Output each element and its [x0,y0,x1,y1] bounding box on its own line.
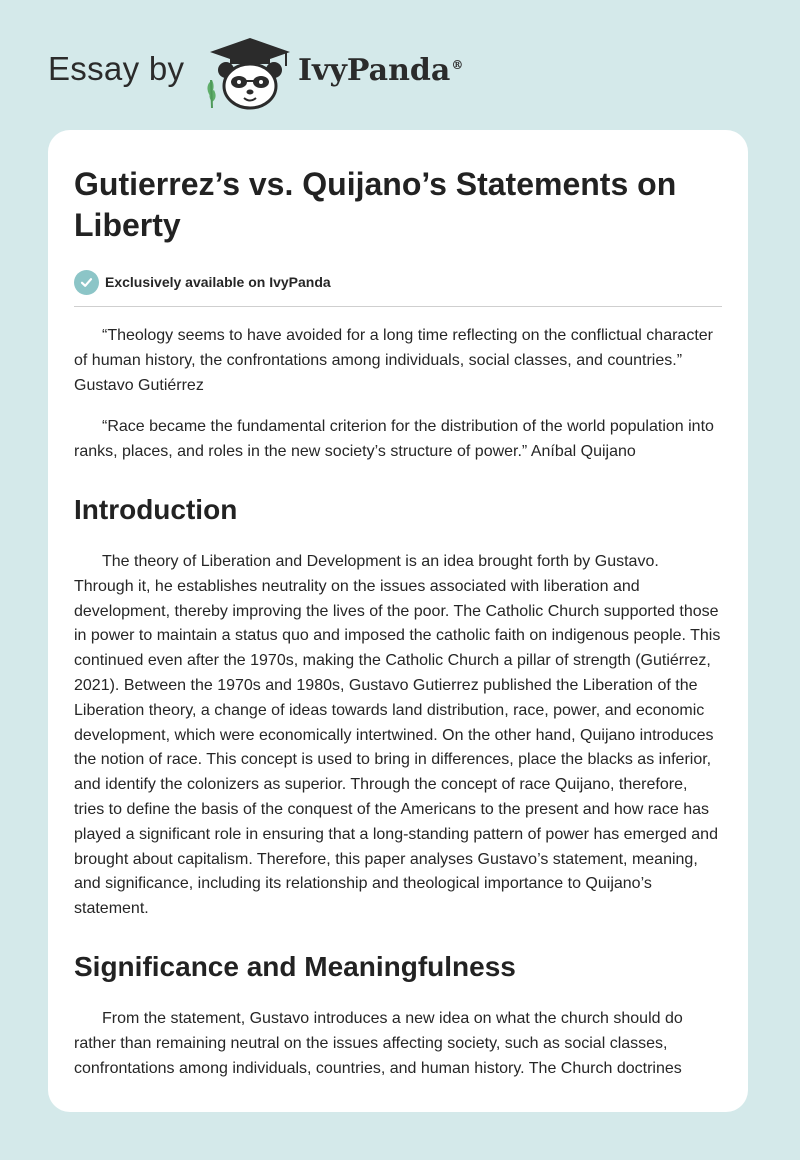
essay-title: Gutierrez’s vs. Quijano’s Statements on Liberty [74,166,677,243]
exclusive-badge [74,269,722,295]
check-circle-icon [74,270,99,295]
site-header [0,0,800,130]
epigraph-quote-gutierrez: “Theology seems to have avoided for a long time reflecting on the conflictual character of human history, the confrontations among individuals, social classes, and countries.” Gustavo Gutiérrez [74,327,713,394]
registered-mark: ® [451,58,464,72]
section-heading-significance: Significance and Meaningfulness [74,950,516,982]
significance-paragraph: From the statement, Gustavo introduces a new idea on what the church should do rather than remaining neutral on the issues affecting society, such as social classes, confrontations among individuals, countries, and human history. The Church doctrines [74,1009,683,1077]
title-divider [74,306,722,307]
essay-card [48,130,748,1112]
panda-graduate-logo[interactable] [200,36,300,110]
brand-text: IvyPanda [298,53,451,88]
introduction-paragraph: The theory of Liberation and Development is an idea brought forth by Gustavo. Through it, he establishes neutrality on the issues associated with liberation and development, thereby improving the lives of the poor. The Catholic Church supported those in power to maintain a status quo and imposed the catholic faith on indigenous people. This continued even after the 1970s, making the Catholic Church a pillar of strength (Gutiérrez, 2021). Between the 1970s and 1980s, Gustavo Gutierrez published the Liberation of the Liberation theory, a change of ideas towards land distribution, race, power, and economic development, which were economically intertwined. On the other hand, Quijano introduces the notion of race. This concept is used to bring in differences, place the blacks as inferior, and identify the colonizers as superior. Through the concept of race Quijano, therefore, tries to define the basis of the conquest of the Americans to the present and how race has played a significant role in ensuring that a long-standing pattern of power has emerged and brought about capitalism. Therefore, this paper analyses Gustavo’s statement, meaning, and significance, including its relationship and theological importance to Quijano’s statement. [74,552,721,918]
exclusive-badge-text: Exclusively available on IvyPanda [105,274,331,290]
epigraph-quote-quijano: “Race became the fundamental criterion for the distribution of the world population into ranks, places, and roles in the new society’s structure of power.” Aníbal Quijano [74,418,714,461]
brand-name[interactable] [298,53,463,88]
panda-logo-icon [200,36,300,110]
essay-by-label: Essay by [48,50,185,87]
section-heading-introduction: Introduction [74,493,238,525]
